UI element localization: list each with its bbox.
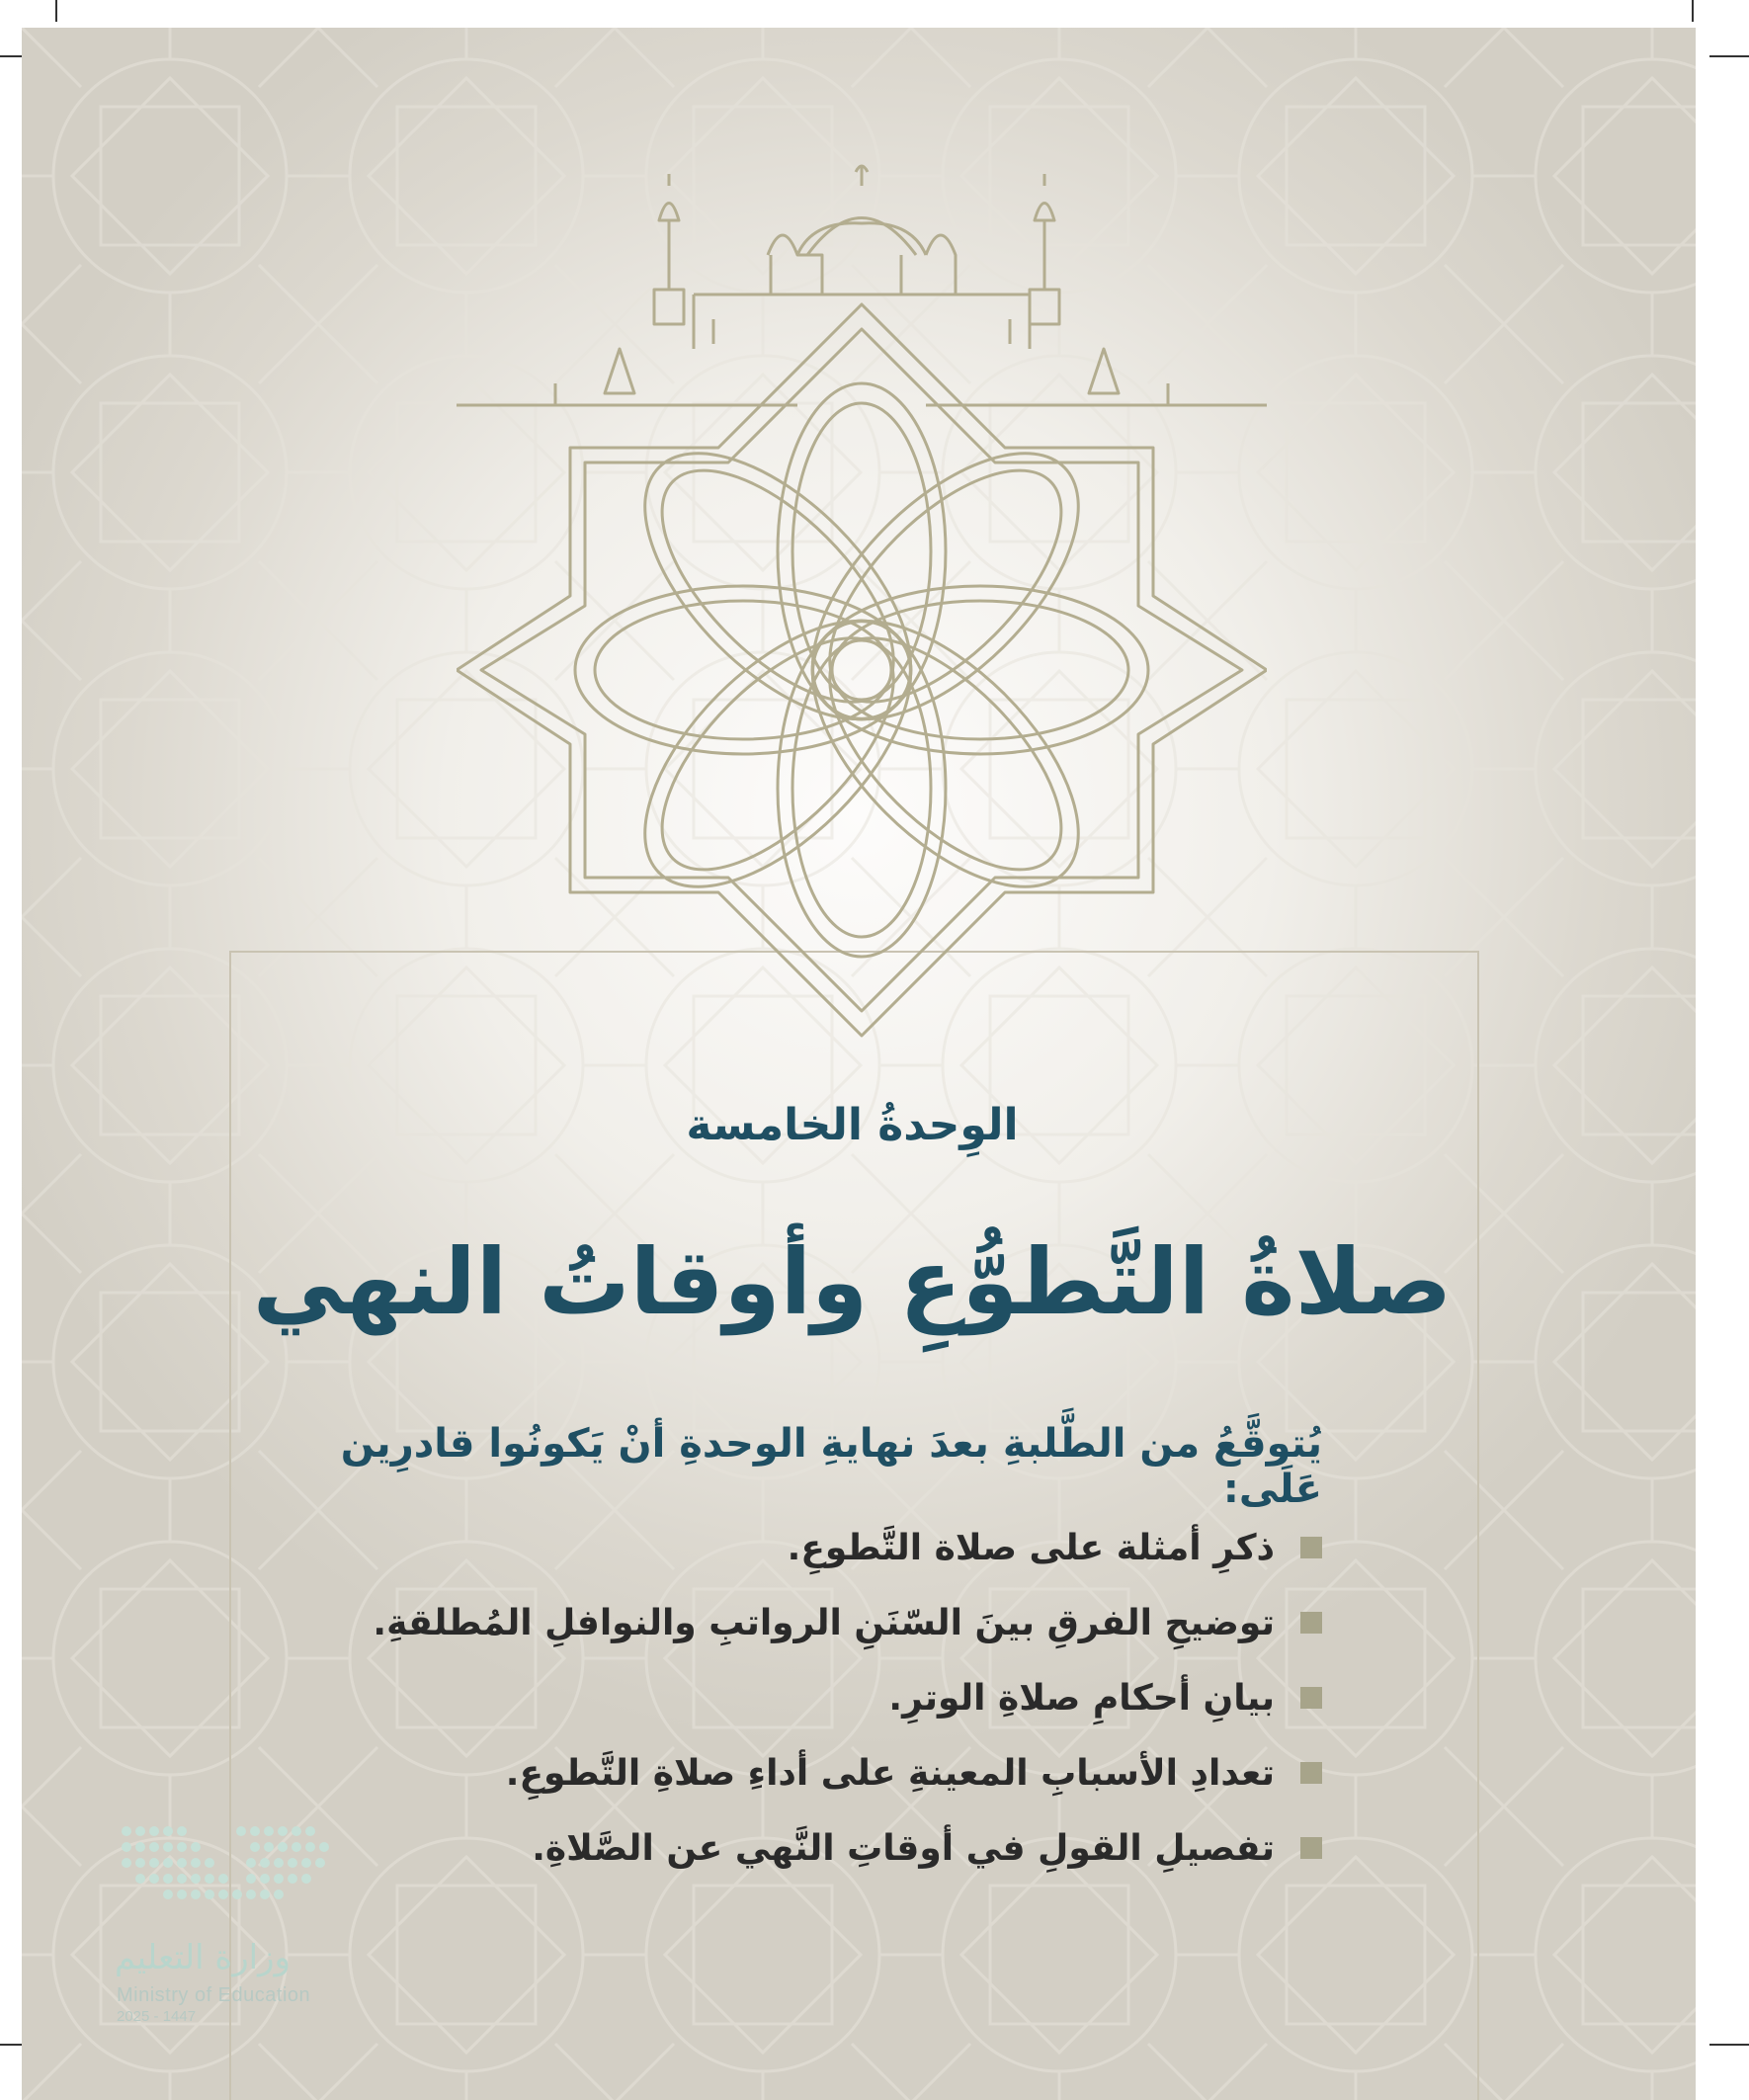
crop-mark-top-right-v (1692, 0, 1694, 22)
objective-text: بيانِ أحكامِ صلاةِ الوترِ. (888, 1677, 1275, 1719)
objective-text: توضيحِ الفرقِ بينَ السّنَنِ الرواتبِ والنوافلِ المُطلقةِ. (373, 1602, 1275, 1643)
square-bullet-icon (1300, 1612, 1322, 1634)
ministry-logo (97, 1811, 374, 2025)
square-bullet-icon (1300, 1837, 1322, 1859)
crop-mark-top-right-h (1709, 55, 1749, 57)
objective-text: ذكرِ أمثلة على صلاة التَّطوعِ. (787, 1527, 1275, 1568)
objective-text: تعدادِ الأسبابِ المعينةِ على أداءِ صلاةِ التَّطوعِ. (505, 1752, 1275, 1794)
objectives-list (235, 1510, 1322, 1886)
square-bullet-icon (1300, 1537, 1322, 1558)
unit-title: صلاةُ التَّطوُّعِ وأوقاتُ النهي (252, 1229, 1453, 1335)
objective-text: تفصيلِ القولِ في أوقاتِ النَّهي عن الصَّلاةِ. (532, 1827, 1275, 1869)
ministry-arabic-name: وزارة التعليم (115, 1938, 291, 1977)
objective-item (235, 1735, 1322, 1810)
objective-item (235, 1585, 1322, 1660)
objective-item (235, 1810, 1322, 1886)
crop-mark-top-left-v (55, 0, 57, 22)
objective-item (235, 1660, 1322, 1735)
unit-number-heading: الوِحدةُ الخامسة (686, 1100, 1019, 1150)
square-bullet-icon (1300, 1762, 1322, 1784)
square-bullet-icon (1300, 1687, 1322, 1709)
crop-mark-bottom-right-h (1709, 2044, 1749, 2046)
cover-page (22, 28, 1696, 2100)
objectives-intro: يُتوقَّعُ من الطَّلبةِ بعدَ نهايةِ الوحدةِ أنْ يَكونُوا قادرِين عَلَى: (340, 1421, 1322, 1512)
mosque-star-ornament-icon (457, 146, 1267, 1055)
ministry-english-name: Ministry of Education (117, 1984, 311, 2006)
edition-year: 2025 - 1447 (117, 2008, 197, 2025)
objective-item (235, 1510, 1322, 1585)
ministry-dots-logo-icon (117, 1811, 334, 1920)
